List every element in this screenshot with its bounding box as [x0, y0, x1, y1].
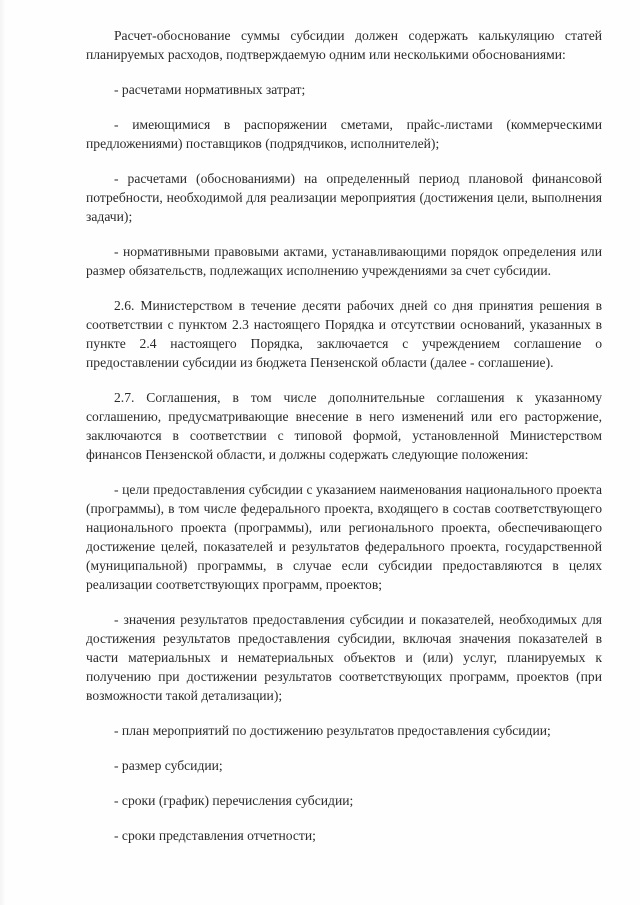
scan-edge-shading [0, 0, 6, 905]
paragraph-calculation-justification: Расчет-обоснование суммы субсидии должен содержать калькуляцию статей планируемых расходов, подтверждаемую одним или несколькими обоснованиями: [86, 28, 602, 62]
list-item-result-values: - значения результатов предоставления субсидии и показателей, необходимых для достижения результатов предоставления субсидии, включая значения показателей в части материальных и нематериальных объектов и (или) услуг, планируемых к получению при достижении результатов соответствующих программ, проектов (при возможности такой детализации); [86, 612, 602, 703]
list-item-subsidy-goals: - цели предоставления субсидии с указанием наименования национального проекта (программы), в том числе федерального проекта, входящего в состав соответствующего национального проекта (программы), или регионального проекта, обеспечивающего достижение целей, показателей и результатов федерального проекта, государственной (муниципальной) программы, в случае если субсидии предоставляются в целях реализации соответствующих программ, проектов; [86, 482, 602, 592]
list-item-subsidy-amount: - размер субсидии; [114, 758, 223, 773]
list-item-action-plan: - план мероприятий по достижению результатов предоставления субсидии; [114, 723, 551, 738]
list-item-normative-legal-acts: - нормативными правовыми актами, устанавливающими порядок определения или размер обязательств, подлежащих исполнению учреждениями за счет субсидии. [86, 244, 602, 278]
document-body [86, 26, 602, 845]
list-item-normative-costs: - расчетами нормативных затрат; [114, 82, 306, 97]
list-item-estimates-price-lists: - имеющимися в распоряжении сметами, прайс-листами (коммерческими предложениями) поставщиков (подрядчиков, исполнителей); [86, 117, 602, 151]
paragraph-2-6: 2.6. Министерством в течение десяти рабочих дней со дня принятия решения в соответствии с пунктом 2.3 настоящего Порядка и отсутствии оснований, указанных в пункте 2.4 настоящего Порядка, заключается с учреждением соглашение о предоставлении субсидии из бюджета Пензенской области (далее - соглашение). [86, 298, 602, 370]
list-item-reporting-deadlines: - сроки представления отчетности; [114, 828, 316, 843]
paragraph-2-7: 2.7. Соглашения, в том числе дополнительные соглашения к указанному соглашению, предусматривающие внесение в него изменений или его расторжение, заключаются в соответствии с типовой формой, установленной Министерством финансов Пензенской области, и должны содержать следующие положения: [86, 390, 602, 462]
list-item-transfer-schedule: - сроки (график) перечисления субсидии; [114, 793, 354, 808]
list-item-financial-need-calculations: - расчетами (обоснованиями) на определенный период плановой финансовой потребности, необходимой для реализации мероприятия (достижения цели, выполнения задачи); [86, 171, 602, 224]
